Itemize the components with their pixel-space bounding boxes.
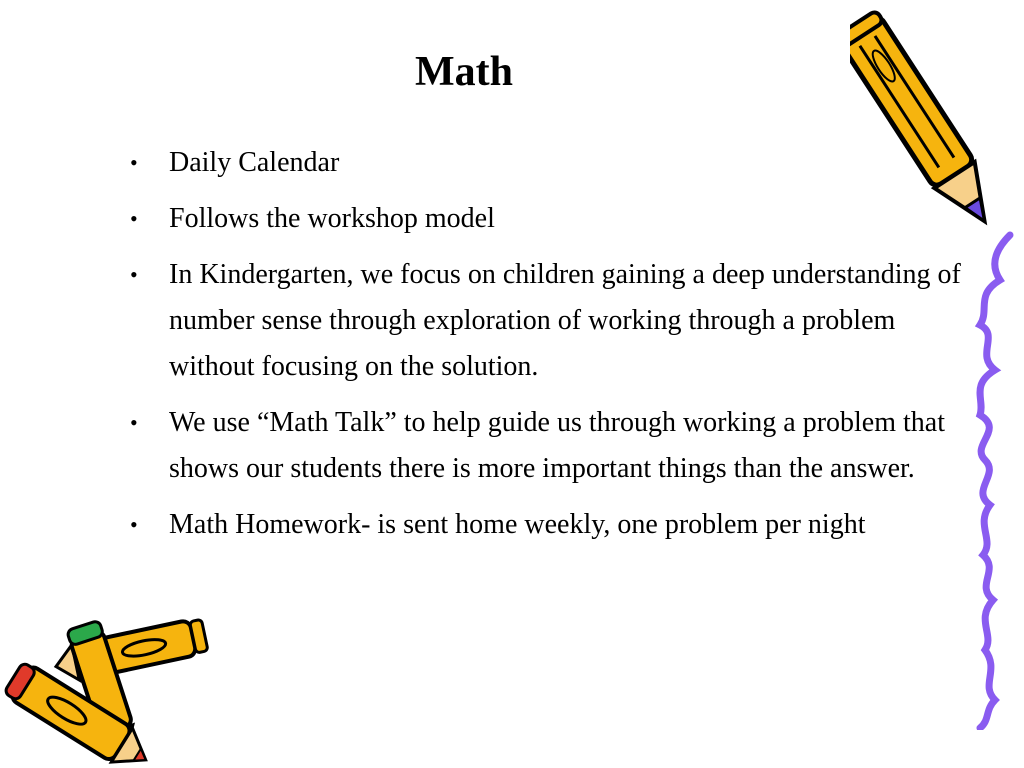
pencil-icon xyxy=(850,0,1020,250)
bullet-symbol: • xyxy=(130,410,138,435)
bullet-symbol: • xyxy=(130,262,138,287)
bullet-text: We use “Math Talk” to help guide us through working a problem that shows our students there is more important things than the answer. xyxy=(169,407,945,484)
bullet-text: Math Homework- is sent home weekly, one problem per night xyxy=(169,509,866,540)
bullet-item xyxy=(130,400,980,492)
bullet-symbol: • xyxy=(130,512,138,537)
bullet-item xyxy=(130,252,980,390)
bullet-text: Daily Calendar xyxy=(169,147,340,178)
slide-title: Math xyxy=(415,49,513,95)
bullet-symbol: • xyxy=(130,206,138,231)
bullet-text: In Kindergarten, we focus on children gaining a deep understanding of number sense through exploration of working through a problem without focusing on the solution. xyxy=(169,259,961,382)
bullet-symbol: • xyxy=(130,150,138,175)
squiggle-icon xyxy=(955,230,1020,730)
bullet-text: Follows the workshop model xyxy=(169,203,495,234)
bullet-item xyxy=(130,502,980,548)
crossed-pencils-icon xyxy=(0,615,215,765)
